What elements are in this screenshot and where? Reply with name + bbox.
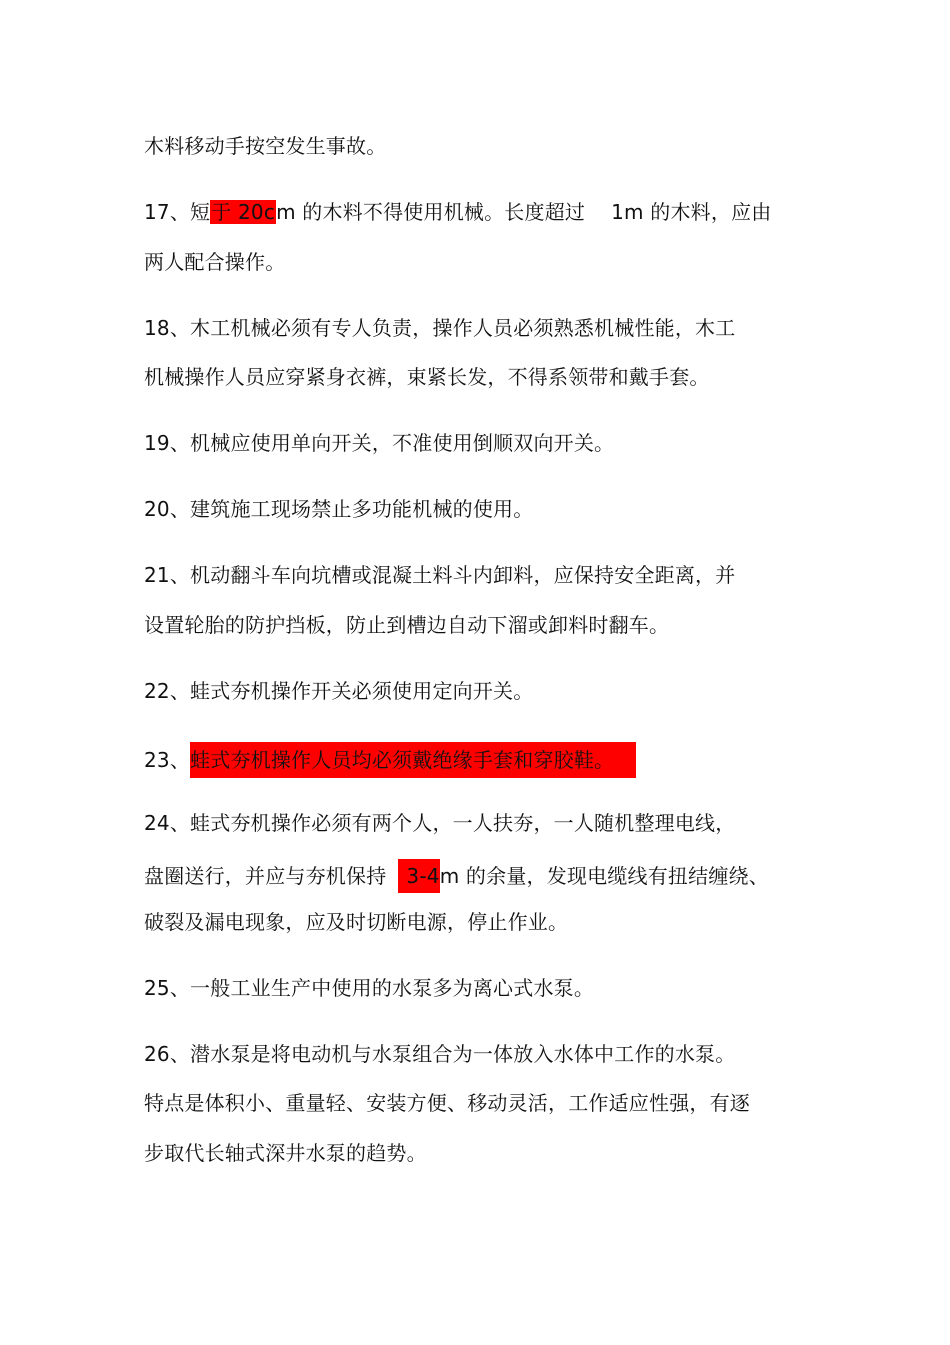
- text-line: 22、蛙式夯机操作开关必须使用定向开关。: [144, 679, 534, 703]
- text-line: 18、木工机械必须有专人负责，操作人员必须熟悉机械性能，木工: [144, 316, 736, 340]
- text-line: 20、建筑施工现场禁止多功能机械的使用。: [144, 497, 534, 521]
- text-line: 24、蛙式夯机操作必须有两个人，一人扶夯，一人随机整理电线，: [144, 811, 736, 835]
- item-24b-suffix: m 的余量，发现电缆线有扭结缠绕、: [439, 864, 769, 888]
- item-17-highlight: 于 20c: [211, 200, 276, 224]
- text-line: 破裂及漏电现象，应及时切断电源，停止作业。: [144, 910, 569, 934]
- item-23-highlight: 蛙式夯机操作人员均必须戴绝缘手套和穿胶鞋。: [190, 742, 636, 778]
- text-line: 特点是体积小、重量轻、安装方便、移动灵活，工作适应性强，有逐: [144, 1091, 750, 1115]
- text-line: 26、潜水泵是将电动机与水泵组合为一体放入水体中工作的水泵。: [144, 1042, 736, 1066]
- text-line: 25、一般工业生产中使用的水泵多为离心式水泵。: [144, 976, 595, 1000]
- text-line: 设置轮胎的防护挡板，防止到槽边自动下溜或卸料时翻车。: [144, 613, 670, 637]
- item-24b-highlight: 3-4: [398, 859, 439, 893]
- text-line: 两人配合操作。: [144, 250, 286, 274]
- item-24b-prefix: 盘圈送行，并应与夯机保持: [144, 864, 387, 888]
- item-17-length: 1m: [611, 200, 644, 224]
- item-23-line: [144, 742, 636, 778]
- text-line: 19、机械应使用单向开关，不准使用倒顺双向开关。: [144, 431, 615, 455]
- item-17-prefix: 17、短: [144, 200, 211, 224]
- item-17-suffix: 的木料，应由: [643, 200, 772, 224]
- text-line: 步取代长轴式深井水泵的趋势。: [144, 1141, 427, 1165]
- item-23-prefix: 23、: [144, 748, 191, 772]
- text-line: 机械操作人员应穿紧身衣裤，束紧长发，不得系领带和戴手套。: [144, 365, 710, 389]
- item-17-line: [144, 199, 771, 225]
- item-24b-line: [144, 859, 769, 893]
- item-17-middle: m 的木料不得使用机械。长度超过: [276, 200, 586, 224]
- text-line: 木料移动手按空发生事故。: [144, 134, 387, 158]
- text-line: 21、机动翻斗车向坑槽或混凝土料斗内卸料，应保持安全距离，并: [144, 563, 736, 587]
